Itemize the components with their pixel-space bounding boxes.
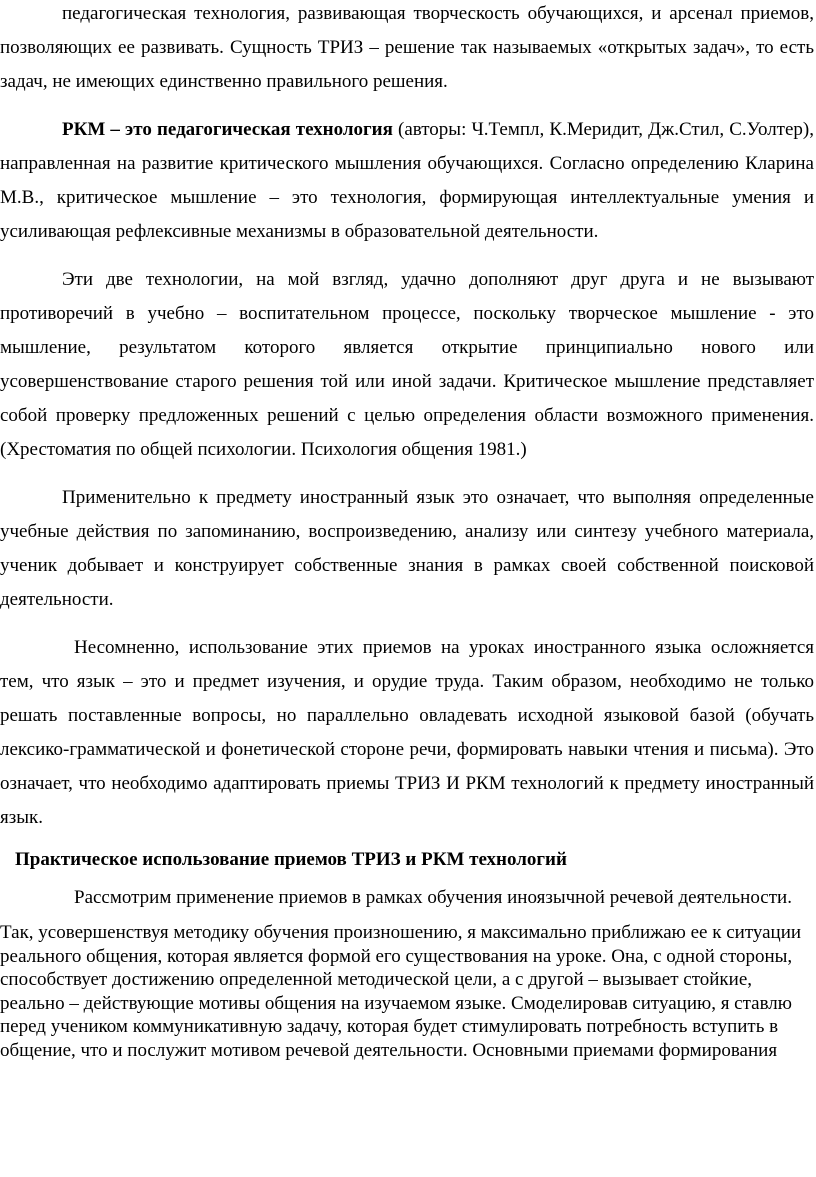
paragraph-rkm-definition <box>0 113 816 249</box>
paragraph-technologies: Эти две технологии, на мой взгляд, удачно дополняют друг друга и не вызывают противоречий в учебно – воспитательном процессе, поскольку творческое мышление - это мышление, результатом которого является открытие принципиально нового или усовершенствование старого решения той или иной задачи. Критическое мышление представляет собой проверку предложенных решений с целью определения области возможного применения. (Хрестоматия по общей психологии. Психология общения 1981.) <box>0 269 814 460</box>
paragraph-pronunciation: Так, усовершенствуя методику обучения произношению, я максимально приближаю ее к ситуации реального общения, которая является формой его существования на уроке. Она, с одной стороны, способствует достижению определенной методической цели, а с другой – вызывает стойкие, реально – действующие мотивы общения на изучаемом языке. Смоделировав ситуацию, я ставлю перед учеником коммуникативную задачу, которая будет стимулировать потребность вступить в общение, что и послужит мотивом речевой деятельности. Основными приемами формирования <box>0 922 802 1061</box>
paragraph-consider: Рассмотрим применение приемов в рамках обучения иноязычной речевой деятельности. <box>74 887 792 908</box>
rkm-definition-text: (авторы: Ч.Темпл, К.Меридит, Дж.Стил, С.Уолтер), направленная на развитие критического мышления обучающихся. Согласно определению Кларина М.В., критическое мышление – это технология, формирующая интеллектуальные умения и усиливающая рефлексивные механизмы в образовательной деятельности. <box>0 119 814 242</box>
rkm-definition-bold: РКМ – это педагогическая технология <box>62 119 393 140</box>
paragraph-undoubtedly: Несомненно, использование этих приемов на уроках иностранного языка осложняется тем, что язык – это и предмет изучения, и орудие труда. Таким образом, необходимо не только решать поставленные вопросы, но параллельно овладевать исходной языковой базой (обучать лексико-грамматической и фонетической стороне речи, формировать навыки чтения и письма). Это означает, что необходимо адаптировать приемы ТРИЗ И РКМ технологий к предмету иностранный язык. <box>0 637 814 828</box>
paragraph-intro: педагогическая технология, развивающая творческость обучающихся, и арсенал приемов, позволяющих ее развивать. Сущность ТРИЗ – решение так называемых «открытых задач», то есть задач, не имеющих единственно правильного решения. <box>0 3 814 92</box>
paragraph-foreign-language: Применительно к предмету иностранный язык это означает, что выполняя определенные учебные действия по запоминанию, воспроизведению, анализу или синтезу учебного материала, ученик добывает и конструирует собственные знания в рамках своей собственной поисковой деятельности. <box>0 487 814 610</box>
section-heading: Практическое использование приемов ТРИЗ и РКМ технологий <box>15 849 567 870</box>
